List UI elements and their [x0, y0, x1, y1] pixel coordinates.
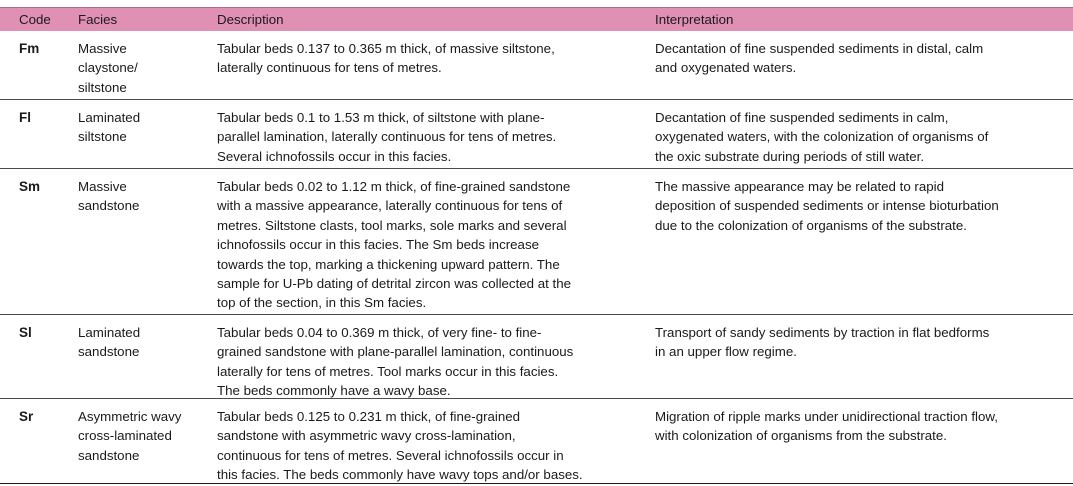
- cell-interpretation-line: oxygenated waters, with the colonization of organisms of: [655, 129, 989, 145]
- cell-facies: [78, 108, 208, 147]
- cell-description-line: Several ichnofossils occur in this facies.: [217, 148, 452, 164]
- cell-facies-line: siltstone: [78, 79, 127, 95]
- cell-code: Sm: [19, 179, 41, 194]
- cell-facies-line: Massive: [78, 179, 127, 194]
- cell-interpretation: [655, 407, 1067, 446]
- cell-description-line: laterally for tens of metres. Tool marks occur in this facies.: [217, 363, 559, 379]
- cell-description-line: Tabular beds 0.04 to 0.369 m thick, of very fine- to fine-: [217, 325, 542, 340]
- cell-facies: [78, 39, 208, 97]
- cell-interpretation-line: Decantation of fine suspended sediments in distal, calm: [655, 41, 984, 56]
- table-row: [0, 31, 1073, 100]
- table-bottom-rule: [0, 483, 1073, 484]
- cell-interpretation-line: and oxygenated waters.: [655, 60, 797, 76]
- cell-description: [217, 407, 642, 485]
- cell-interpretation-line: Migration of ripple marks under unidirectional traction flow,: [655, 409, 998, 424]
- cell-interpretation: [655, 323, 1067, 362]
- cell-interpretation: [655, 39, 1067, 78]
- table-row: [0, 100, 1073, 169]
- table-row: [0, 169, 1073, 315]
- cell-description: [217, 108, 642, 166]
- cell-description-line: metres. Siltstone clasts, tool marks, sole marks and several: [217, 217, 567, 233]
- cell-facies-line: siltstone: [78, 129, 127, 145]
- cell-facies-line: Massive: [78, 41, 127, 56]
- cell-description-line: The beds commonly have a wavy base.: [217, 383, 451, 399]
- cell-interpretation-line: the oxic substrate during periods of still water.: [655, 148, 925, 164]
- cell-interpretation-line: with colonization of organisms from the substrate.: [655, 428, 947, 444]
- cell-interpretation-line: Transport of sandy sediments by traction in flat bedforms: [655, 325, 990, 340]
- cell-interpretation-line: due to the colonization of organisms of the substrate.: [655, 217, 967, 233]
- cell-description: [217, 323, 642, 401]
- cell-description-line: Tabular beds 0.02 to 1.12 m thick, of fine-grained sandstone: [217, 179, 571, 194]
- cell-facies-line: claystone/: [78, 60, 138, 76]
- cell-description-line: laterally continuous for tens of metres.: [217, 60, 442, 76]
- header-interpretation: Interpretation: [655, 12, 734, 27]
- cell-description-line: Tabular beds 0.1 to 1.53 m thick, of siltstone with plane-: [217, 110, 545, 125]
- cell-description-line: this facies. The beds commonly have wavy tops and/or bases.: [217, 467, 583, 483]
- cell-description-line: Tabular beds 0.137 to 0.365 m thick, of massive siltstone,: [217, 41, 555, 56]
- cell-facies: [78, 407, 208, 465]
- cell-facies-line: Laminated: [78, 110, 141, 125]
- table-header: [0, 7, 1073, 31]
- cell-facies-line: sandstone: [78, 198, 140, 214]
- cell-description-line: grained sandstone with plane-parallel lamination, continuous: [217, 344, 574, 360]
- cell-facies: [78, 323, 208, 362]
- cell-facies-line: cross-laminated: [78, 428, 172, 444]
- cell-facies-line: Asymmetric wavy: [78, 409, 182, 424]
- cell-description: [217, 39, 642, 78]
- cell-facies-line: sandstone: [78, 344, 140, 360]
- cell-interpretation: [655, 177, 1067, 235]
- cell-description-line: ichnofossils occur in this facies. The Sm beds increase: [217, 237, 539, 253]
- cell-interpretation-line: The massive appearance may be related to rapid: [655, 179, 944, 194]
- cell-description-line: Tabular beds 0.125 to 0.231 m thick, of fine-grained: [217, 409, 521, 424]
- cell-description-line: continuous for tens of metres. Several ichnofossils occur in: [217, 447, 564, 463]
- cell-facies-line: sandstone: [78, 447, 140, 463]
- header-facies: Facies: [78, 12, 118, 27]
- cell-interpretation-line: in an upper flow regime.: [655, 344, 797, 360]
- table-row: [0, 315, 1073, 399]
- cell-facies: [78, 177, 208, 216]
- cell-facies-line: Laminated: [78, 325, 141, 340]
- cell-description-line: towards the top, marking a thickening upward pattern. The: [217, 256, 560, 272]
- cell-description-line: parallel lamination, laterally continuous for tens of metres.: [217, 129, 557, 145]
- cell-description-line: with a massive appearance, laterally continuous for tens of: [217, 198, 563, 214]
- cell-code: Fm: [19, 41, 40, 56]
- cell-description-line: sample for U-Pb dating of detrital zircon was collected at the: [217, 276, 572, 292]
- header-code: Code: [19, 12, 51, 27]
- cell-description-line: sandstone with asymmetric wavy cross-lamination,: [217, 428, 516, 444]
- cell-interpretation-line: Decantation of fine suspended sediments in calm,: [655, 110, 949, 125]
- table-row: [0, 399, 1073, 484]
- cell-code: Sl: [19, 325, 32, 340]
- cell-description: [217, 177, 642, 313]
- cell-interpretation: [655, 108, 1067, 166]
- header-description: Description: [217, 12, 284, 27]
- cell-code: Fl: [19, 110, 31, 125]
- cell-description-line: top of the section, in this Sm facies.: [217, 295, 427, 311]
- cell-interpretation-line: deposition of suspended sediments or intense bioturbation: [655, 198, 999, 214]
- cell-code: Sr: [19, 409, 34, 424]
